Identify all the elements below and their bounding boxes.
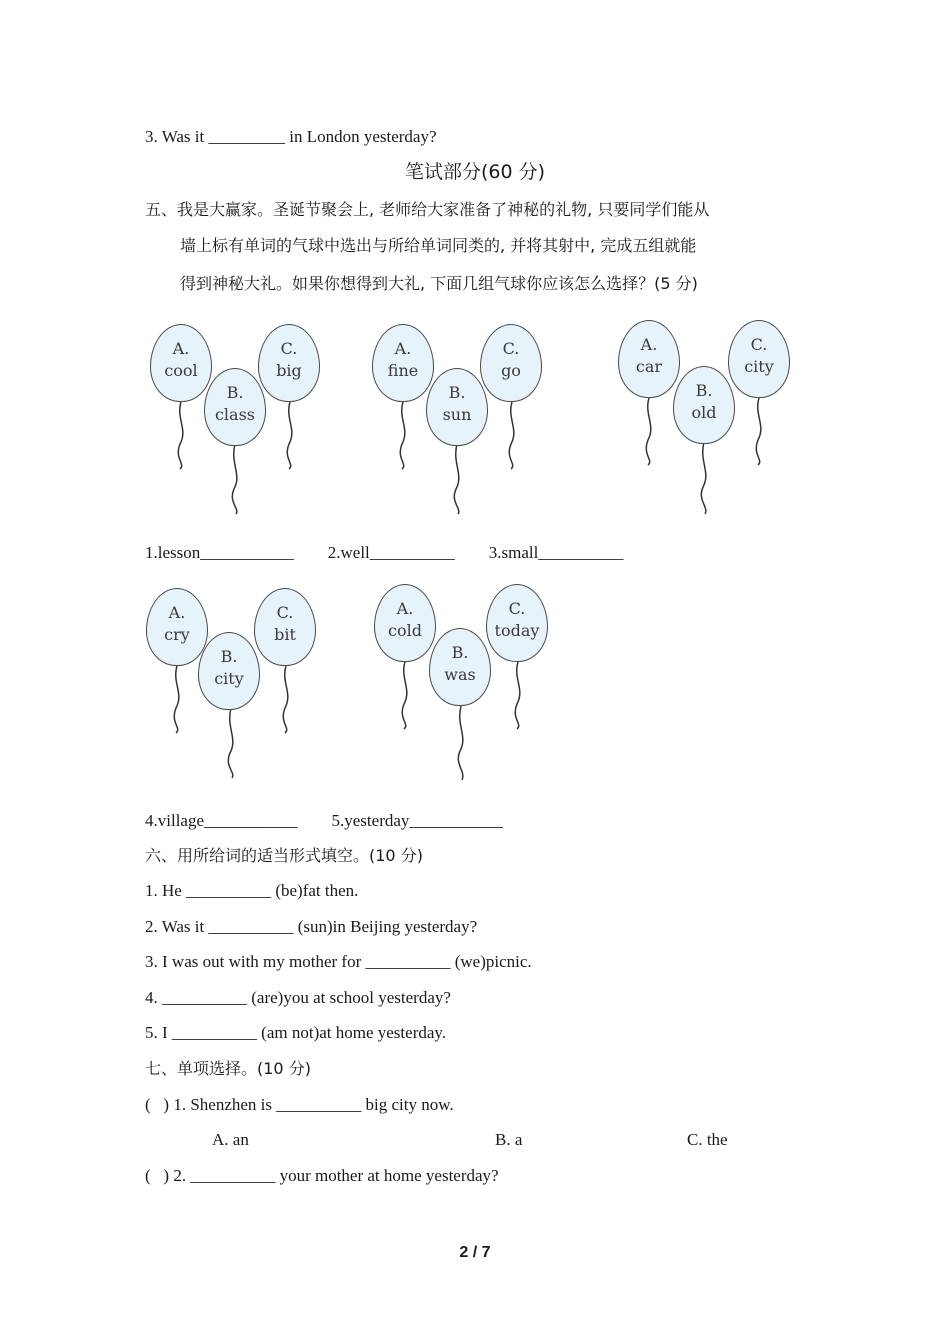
section-7-title: 七、单项选择。(10 分): [145, 1059, 311, 1078]
balloon-letter: B.: [448, 383, 466, 402]
balloon-word: big: [276, 361, 302, 380]
balloon-word: cold: [388, 621, 422, 640]
section-7-q2: ( ) 2. __________ your mother at home yesterday?: [145, 1166, 499, 1185]
balloon-word: cool: [164, 361, 198, 380]
balloon-c: [258, 324, 320, 404]
balloon-word: city: [744, 357, 774, 376]
balloon-letter: B.: [220, 647, 238, 666]
balloon-word: car: [635, 357, 663, 376]
option-b: B. a: [495, 1130, 523, 1149]
balloon-word: sun: [442, 405, 472, 424]
section-5-instruction-2: 墙上标有单词的气球中选出与所给单词同类的, 并将其射中, 完成五组就能: [180, 236, 697, 255]
balloon-c: [486, 584, 548, 664]
balloon-letter: B.: [451, 643, 469, 662]
balloon-word: fine: [387, 361, 419, 380]
balloon-b: [673, 366, 735, 446]
section-6-q4: 4. __________ (are)you at school yesterday?: [145, 988, 451, 1007]
balloon-word: old: [691, 403, 717, 422]
balloon-group-1: [150, 324, 325, 519]
balloon-word: city: [214, 669, 244, 688]
question-3-prev: 3. Was it _________ in London yesterday?: [145, 127, 437, 146]
balloon-letter: B.: [695, 381, 713, 400]
balloon-word: class: [214, 405, 256, 424]
balloon-letter: B.: [226, 383, 244, 402]
balloon-group-4: [146, 588, 321, 783]
balloon-c: [728, 320, 790, 400]
balloon-a: [372, 324, 434, 404]
balloon-letter: A.: [168, 603, 186, 622]
section-6-q2: 2. Was it __________ (sun)in Beijing yesterday?: [145, 917, 478, 936]
balloon-group-3: [618, 320, 798, 518]
balloon-word: was: [444, 665, 476, 684]
balloon-letter: A.: [640, 335, 658, 354]
balloon-b: [204, 368, 266, 448]
written-section-title: 笔试部分(60 分): [404, 161, 546, 183]
balloon-a: [150, 324, 212, 404]
page-number: 2 / 7: [459, 1244, 491, 1261]
balloon-letter: C.: [276, 603, 294, 622]
balloon-letter: C.: [502, 339, 520, 358]
balloon-letter: A.: [394, 339, 412, 358]
balloon-b: [198, 632, 260, 712]
balloon-word: bit: [274, 625, 296, 644]
section-6-title: 六、用所给词的适当形式填空。(10 分): [145, 846, 423, 865]
balloon-a: [374, 584, 436, 664]
balloon-c: [254, 588, 316, 668]
answer-row-1: 1.lesson___________ 2.well__________ 3.small__________: [145, 543, 624, 562]
balloon-letter: A.: [396, 599, 414, 618]
balloon-letter: C.: [280, 339, 298, 358]
balloon-b: [426, 368, 488, 448]
section-6-q3: 3. I was out with my mother for __________ (we)picnic.: [145, 952, 532, 971]
answer-row-2: 4.village___________ 5.yesterday___________: [145, 811, 503, 830]
option-c: C. the: [687, 1130, 728, 1149]
section-6-q1: 1. He __________ (be)fat then.: [145, 881, 359, 900]
balloon-word: cry: [164, 625, 190, 644]
section-5-instruction-1: 五、我是大赢家。圣诞节聚会上, 老师给大家准备了神秘的礼物, 只要同学们能从: [145, 200, 710, 219]
section-7-q1: ( ) 1. Shenzhen is __________ big city now.: [145, 1095, 454, 1114]
balloon-group-5: [374, 584, 554, 784]
balloon-word: today: [494, 621, 540, 640]
balloon-letter: C.: [750, 335, 768, 354]
section-6-q5: 5. I __________ (am not)at home yesterday.: [145, 1023, 447, 1042]
balloon-a: [618, 320, 680, 400]
balloon-letter: A.: [172, 339, 190, 358]
option-a: A. an: [212, 1130, 249, 1149]
section-5-instruction-3: 得到神秘大礼。如果你想得到大礼, 下面几组气球你应该怎么选择？(5 分): [180, 274, 698, 293]
balloon-group-2: [372, 324, 547, 519]
balloon-word: go: [501, 361, 521, 380]
balloon-letter: C.: [508, 599, 526, 618]
balloon-c: [480, 324, 542, 404]
balloon-b: [429, 628, 491, 708]
